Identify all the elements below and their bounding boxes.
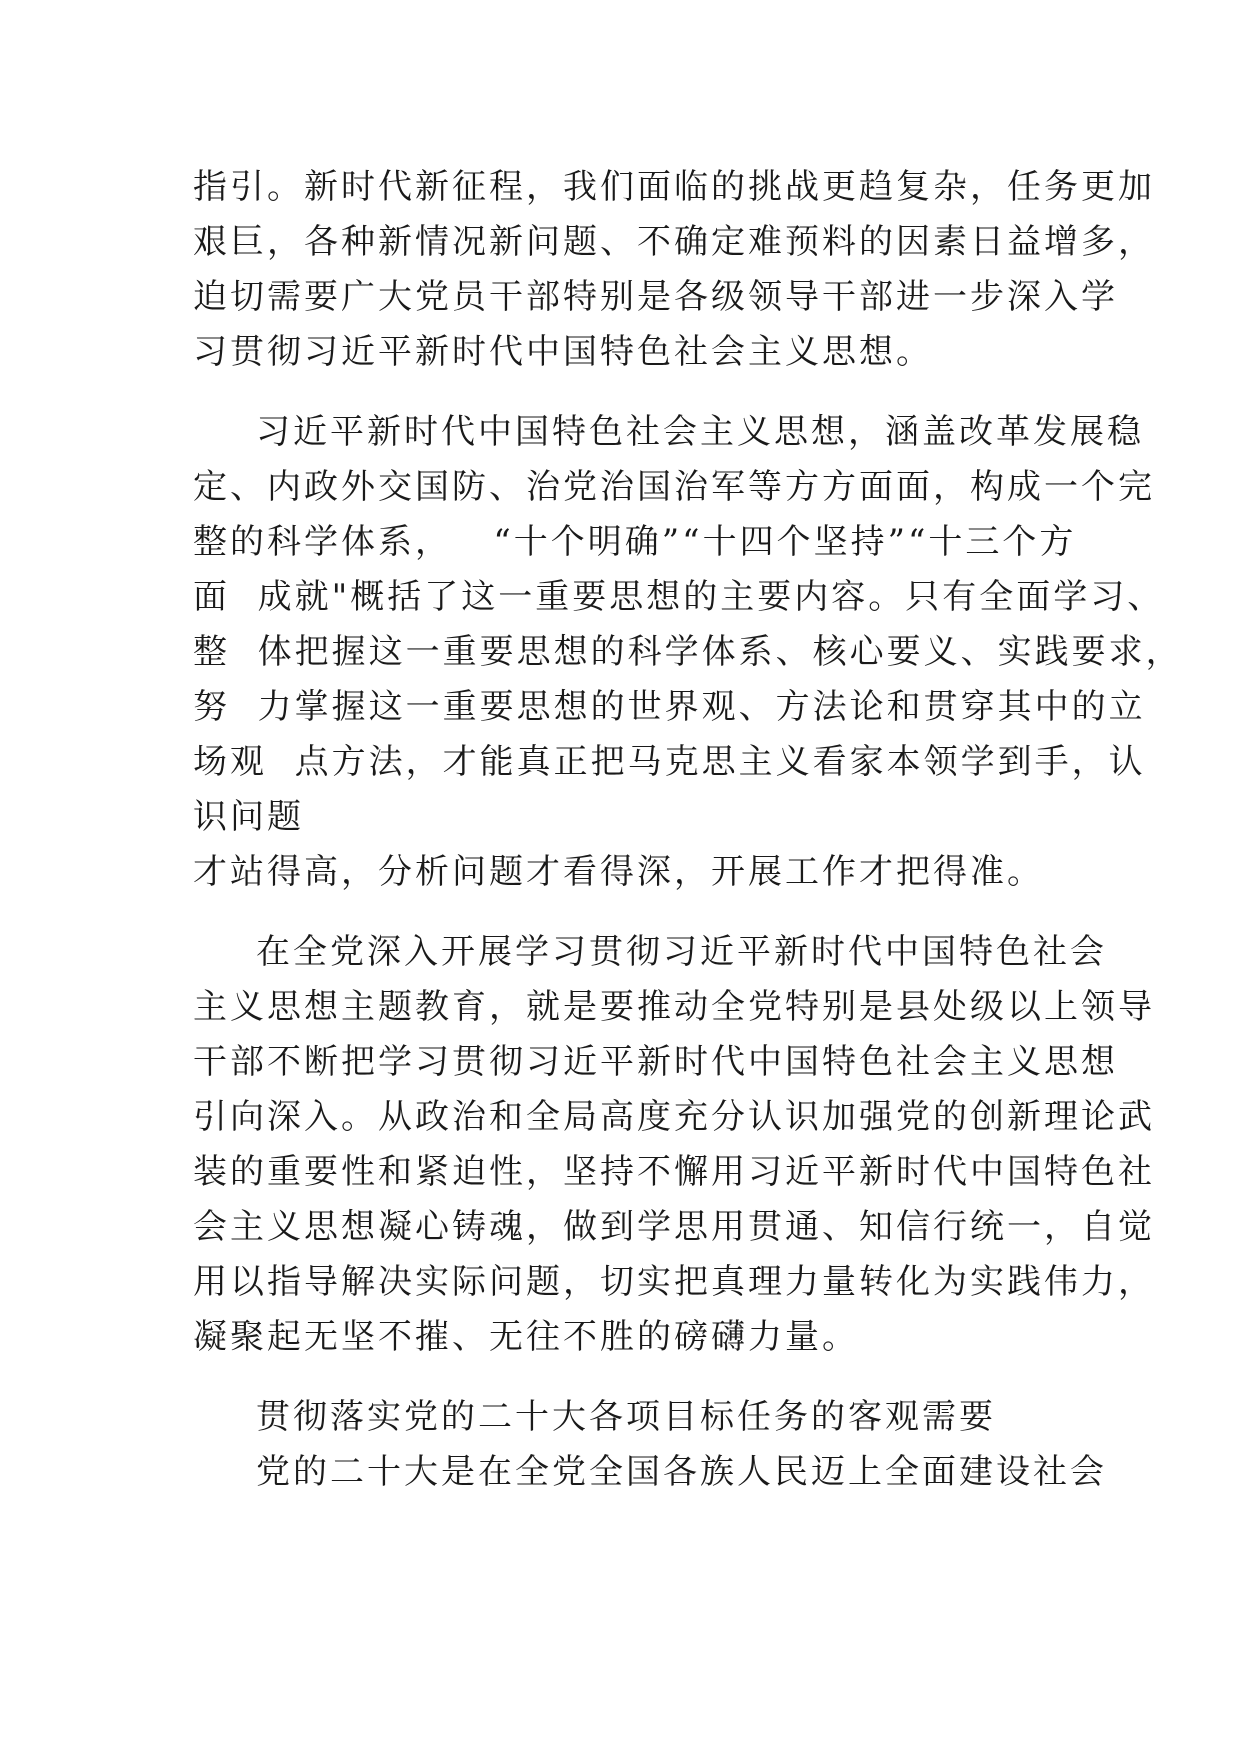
paragraph-line: 引向深入。从政治和全局高度充分认识加强党的创新理论武 xyxy=(193,1097,1155,1137)
paragraph-line: 用以指导解决实际问题，切实把真理力量转化为实践伟力， xyxy=(193,1262,1155,1302)
paragraph-first-line: 在全党深入开展学习贯彻习近平新时代中国特色社会 xyxy=(256,932,1107,972)
paragraph-first-line: 习近平新时代中国特色社会主义思想，涵盖改革发展稳 xyxy=(256,412,1144,452)
paragraph-gap xyxy=(193,1365,1073,1390)
paragraph-line: 识问题 xyxy=(193,797,304,837)
paragraph-line: 指引。新时代新征程，我们面临的挑战更趋复杂，任务更加 xyxy=(193,167,1155,207)
paragraph-line: 面 成就"概括了这一重要思想的主要内容。只有全面学习、 xyxy=(193,577,1165,617)
section-heading: 贯彻落实党的二十大各项目标任务的客观需要 xyxy=(256,1397,996,1437)
paragraph-first-line: 党的二十大是在全党全国各族人民迈上全面建设社会 xyxy=(256,1452,1107,1492)
paragraph-line: 装的重要性和紧迫性，坚持不懈用习近平新时代中国特色社 xyxy=(193,1152,1155,1192)
paragraph-line: 定、内政外交国防、治党治国治军等方方面面，构成一个完 xyxy=(193,467,1155,507)
paragraph-line: 才站得高，分析问题才看得深，开展工作才把得准。 xyxy=(193,852,1044,892)
paragraph-line: 努 力掌握这一重要思想的世界观、方法论和贯穿其中的立 xyxy=(193,687,1146,727)
paragraph-line: 干部不断把学习贯彻习近平新时代中国特色社会主义思想 xyxy=(193,1042,1118,1082)
paragraph-line: 场观 点方法，才能真正把马克思主义看家本领学到手，认 xyxy=(193,742,1146,782)
paragraph-line: 迫切需要广大党员干部特别是各级领导干部进一步深入学 xyxy=(193,277,1118,317)
paragraph-line: 主义思想主题教育，就是要推动全党特别是县处级以上领导 xyxy=(193,987,1155,1027)
paragraph-gap xyxy=(193,900,1073,925)
document-body xyxy=(193,160,1183,1500)
paragraph-line: 凝聚起无坚不摧、无往不胜的磅礴力量。 xyxy=(193,1317,859,1357)
paragraph-line: 习贯彻习近平新时代中国特色社会主义思想。 xyxy=(193,332,933,372)
paragraph-line: 整 体把握这一重要思想的科学体系、核心要义、实践要求， xyxy=(193,632,1183,672)
paragraph-line: 艰巨，各种新情况新问题、不确定难预料的因素日益增多， xyxy=(193,222,1155,262)
paragraph-line: 会主义思想凝心铸魂，做到学思用贯通、知信行统一，自觉 xyxy=(193,1207,1155,1247)
paragraph-gap xyxy=(193,380,1073,405)
paragraph-line: 整的科学体系， “十个明确”“十四个坚持”“十三个方 xyxy=(193,522,1077,562)
